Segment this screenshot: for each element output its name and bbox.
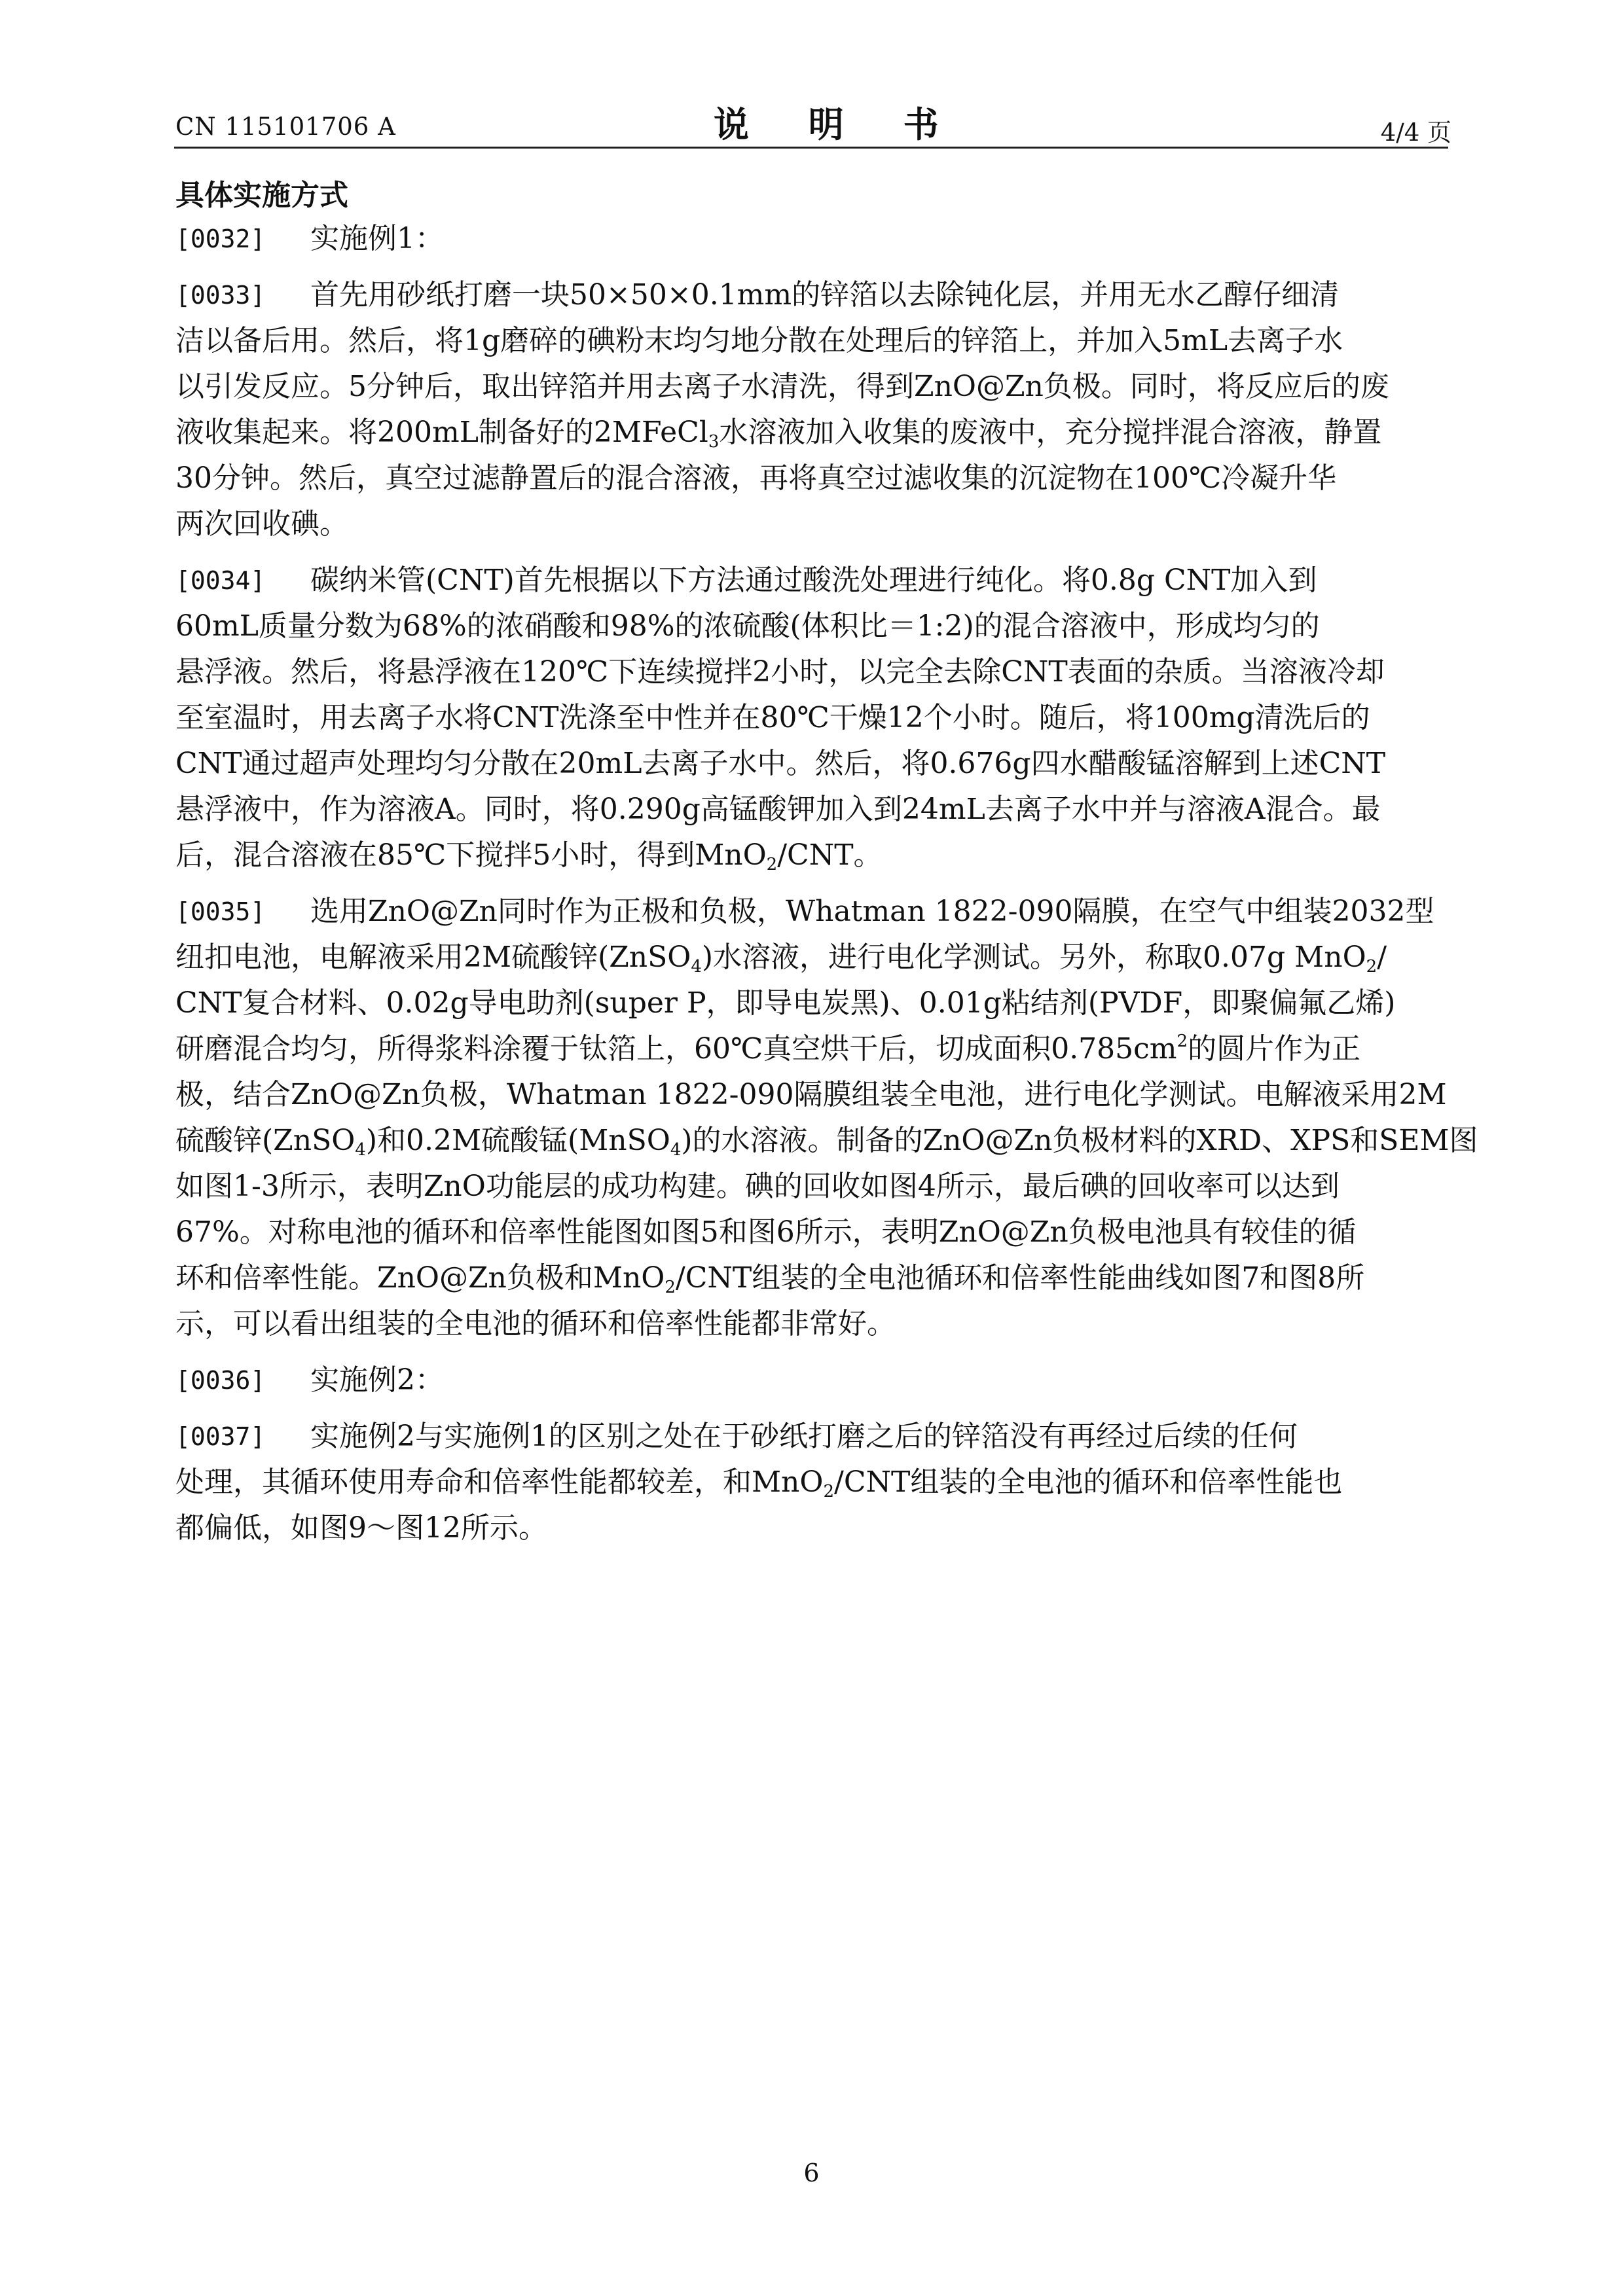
paragraph-line: 如图1-3所示，表明ZnO功能层的成功构建。碘的回收如图4所示，最后碘的回收率可以达到	[175, 1170, 1340, 1203]
paragraph-number: [0034]	[175, 566, 266, 595]
line-segment: )水溶液，进行电化学测试。另外，称取0.07g MnO	[701, 941, 1366, 974]
paragraph-line: 60mL质量分数为68%的浓硝酸和98%的浓硫酸(体积比＝1:2)的混合溶液中，形成均匀的	[175, 609, 1320, 643]
description-body	[175, 216, 1478, 1562]
paragraph-line: 67%。对称电池的循环和倍率性能图如图5和图6所示，表明ZnO@Zn负极电池具有较佳的循	[175, 1215, 1357, 1249]
line-segment: 纽扣电池，电解液采用2M硫酸锌(ZnSO	[175, 941, 691, 974]
paragraph-line: 两次回收碘。	[175, 507, 348, 541]
paragraph-line: 悬浮液中，作为溶液A。同时，将0.290g高锰酸钾加入到24mL去离子水中并与溶液A混合。最	[175, 793, 1381, 826]
header-divider	[174, 147, 1448, 149]
subscript: 2	[665, 1278, 676, 1297]
paragraph-number: [0032]	[175, 224, 266, 253]
paragraph-0037	[175, 1414, 1450, 1551]
paragraph-line: CNT复合材料、0.02g导电助剂(super P，即导电炭黑)、0.01g粘结剂(PVDF，即聚偏氟乙烯)	[175, 986, 1396, 1020]
paragraph-line: 悬浮液。然后，将悬浮液在120℃下连续搅拌2小时，以完全去除CNT表面的杂质。当溶液冷却	[175, 655, 1385, 689]
paragraph-line: 实施例2与实施例1的区别之处在于砂纸打磨之后的锌箔没有再经过后续的任何	[310, 1420, 1298, 1453]
subscript: 2	[1366, 957, 1377, 977]
subscript: 3	[708, 432, 720, 452]
line-segment: )的水溶液。制备的ZnO@Zn负极材料的XRD、XPS和SEM图	[681, 1124, 1478, 1157]
paragraph-0033	[175, 272, 1450, 547]
line-segment: 后，混合溶液在85℃下搅拌5小时，得到MnO	[175, 838, 767, 872]
paragraph-line: 以引发反应。5分钟后，取出锌箔并用去离子水清洗，得到ZnO@Zn负极。同时，将反应后的废	[175, 370, 1389, 403]
page-number: 6	[803, 2159, 820, 2187]
line-segment: 处理，其循环使用寿命和倍率性能都较差，和MnO	[175, 1465, 824, 1499]
paragraph-line	[175, 410, 1450, 456]
subscript: 2	[823, 1482, 835, 1501]
subscript: 4	[355, 1140, 366, 1160]
paragraph-line: 至室温时，用去离子水将CNT洗涤至中性并在80℃干燥12个小时。随后，将100mg清洗后的	[175, 701, 1370, 734]
line-segment: /CNT组装的全电池的循环和倍率性能也	[834, 1465, 1343, 1499]
subscript: 2	[766, 855, 778, 874]
paragraph-line	[175, 1460, 1450, 1505]
paragraph-number: [0037]	[175, 1422, 266, 1451]
superscript: 2	[1176, 1031, 1188, 1051]
line-segment: )和0.2M硫酸锰(MnSO	[365, 1124, 670, 1157]
line-segment: 环和倍率性能。ZnO@Zn负极和MnO	[175, 1261, 665, 1295]
paragraph-0034	[175, 558, 1450, 878]
paragraph-line	[175, 1118, 1478, 1164]
line-segment: /CNT组装的全电池循环和倍率性能曲线如图7和图8所	[675, 1261, 1365, 1295]
paragraph-line: 首先用砂纸打磨一块50×50×0.1mm的锌箔以去除钝化层，并用无水乙醇仔细清	[310, 278, 1340, 312]
line-segment: 液收集起来。将200mL制备好的2MFeCl	[175, 416, 708, 449]
section-heading: 具体实施方式	[175, 179, 348, 212]
paragraph-line	[175, 1026, 1450, 1072]
line-segment: /CNT。	[777, 838, 883, 872]
paragraph-0032	[175, 216, 1450, 262]
paragraph-number: [0033]	[175, 281, 266, 310]
paragraph-line: 实施例1：	[310, 222, 444, 255]
line-segment: /	[1377, 941, 1387, 974]
subscript: 4	[691, 957, 702, 977]
paragraph-0035	[175, 889, 1478, 1347]
line-segment: 水溶液加入收集的废液中，充分搅拌混合溶液，静置	[719, 416, 1382, 449]
line-segment: 的圆片作为正	[1188, 1032, 1361, 1066]
paragraph-line: 洁以备后用。然后，将1g磨碎的碘粉末均匀地分散在处理后的锌箔上，并加入5mL去离子水	[175, 324, 1343, 357]
paragraph-line: 碳纳米管(CNT)首先根据以下方法通过酸洗处理进行纯化。将0.8g CNT加入到	[310, 564, 1317, 597]
paragraph-line	[175, 935, 1450, 980]
paragraph-line: 极，结合ZnO@Zn负极，Whatman 1822-090隔膜组装全电池，进行电化学测试。电解液采用2M	[175, 1078, 1447, 1111]
page-info: 4/4 页	[1380, 118, 1451, 147]
paragraph-number: [0036]	[175, 1366, 266, 1395]
paragraph-line: 示，可以看出组装的全电池的循环和倍率性能都非常好。	[175, 1307, 896, 1340]
paragraph-line: 30分钟。然后，真空过滤静置后的混合溶液，再将真空过滤收集的沉淀物在100℃冷凝升华	[175, 461, 1337, 495]
paragraph-line	[175, 1255, 1450, 1301]
line-segment: 研磨混合均匀，所得浆料涂覆于钛箔上，60℃真空烘干后，切成面积0.785cm	[175, 1032, 1177, 1066]
subscript: 4	[670, 1140, 682, 1160]
paragraph-0036	[175, 1357, 1450, 1403]
page-title: 说 明 书	[714, 104, 962, 145]
paragraph-line: 都偏低，如图9～图12所示。	[175, 1511, 547, 1545]
paragraph-line	[175, 833, 1450, 878]
paragraph-line: 实施例2：	[310, 1363, 444, 1397]
line-segment: 硫酸锌(ZnSO	[175, 1124, 356, 1157]
document-number: CN 115101706 A	[175, 113, 396, 141]
paragraph-line: 选用ZnO@Zn同时作为正极和负极，Whatman 1822-090隔膜，在空气中组装2032型	[310, 895, 1434, 928]
paragraph-line: CNT通过超声处理均匀分散在20mL去离子水中。然后，将0.676g四水醋酸锰溶解到上述CNT	[175, 747, 1386, 780]
paragraph-number: [0035]	[175, 897, 266, 926]
